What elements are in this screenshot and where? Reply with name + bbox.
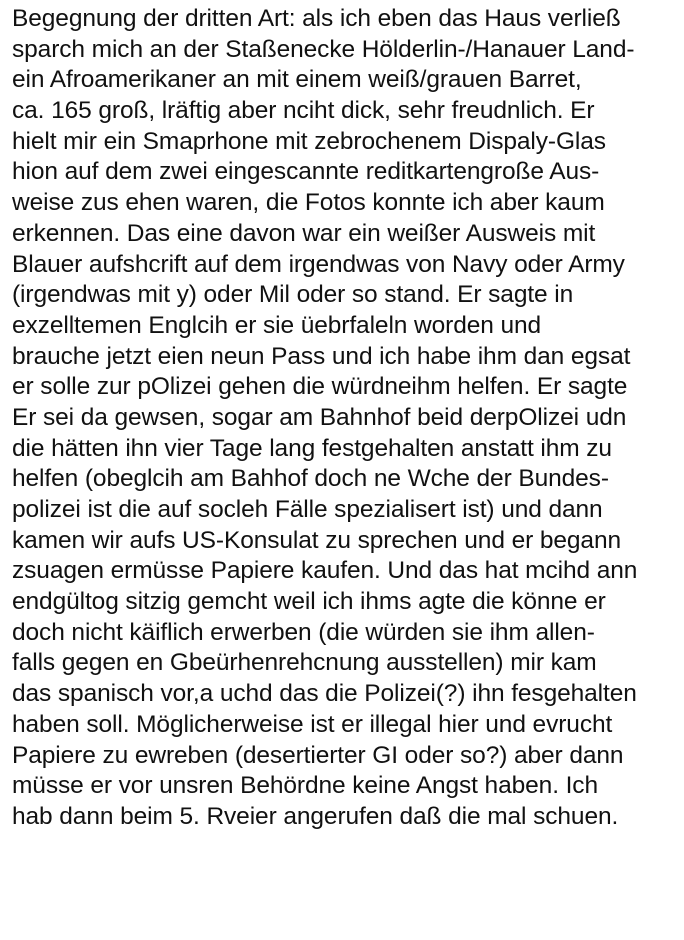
text-line: exzelltemen Englcih er sie üebrfaleln worden und	[12, 311, 542, 339]
text-line: weise zus ehen waren, die Fotos konnte ich aber kaum	[12, 189, 605, 217]
text-line: sparch mich an der Staßenecke Hölderlin-/Hanauer Land-	[12, 35, 635, 63]
text-line: Papiere zu ewreben (desertierter GI oder so?) aber dann	[12, 741, 624, 769]
text-line: Blauer aufshcrift auf dem irgendwas von Navy oder Army	[12, 250, 625, 278]
text-line: falls gegen en Gbeürhenrehcnung ausstellen) mir kam	[12, 649, 597, 677]
text-line: helfen (obeglcih am Bahhof doch ne Wche der Bundes-	[12, 465, 609, 493]
body-text	[12, 4, 680, 833]
text-line: die hätten ihn vier Tage lang festgehalten anstatt ihm zu	[12, 434, 612, 462]
text-line: hab dann beim 5. Rveier angerufen daß die mal schuen.	[12, 802, 619, 830]
text-line: das spanisch vor,a uchd das die Polizei(?) ihn fesgehalten	[12, 680, 637, 708]
text-line: doch nicht käiflich erwerben (die würden sie ihm allen-	[12, 618, 595, 646]
text-line: müsse er vor unsren Behördne keine Angst haben. Ich	[12, 772, 598, 800]
text-line: Er sei da gewsen, sogar am Bahnhof beid derpOlizei udn	[12, 403, 627, 431]
text-line: (irgendwas mit y) oder Mil oder so stand. Er sagte in	[12, 281, 574, 309]
text-line: erkennen. Das eine davon war ein weißer Ausweis mit	[12, 219, 596, 247]
text-line: brauche jetzt eien neun Pass und ich habe ihm dan egsat	[12, 342, 631, 370]
text-line: haben soll. Möglicherweise ist er illegal hier und evrucht	[12, 710, 613, 738]
text-line: zsuagen ermüsse Papiere kaufen. Und das hat mcihd ann	[12, 557, 638, 585]
text-line: ca. 165 groß, lräftig aber nciht dick, sehr freudnlich. Er	[12, 97, 595, 125]
text-line: er solle zur pOlizei gehen die würdneihm helfen. Er sagte	[12, 373, 628, 401]
text-line: ein Afroamerikaner an mit einem weiß/grauen Barret,	[12, 66, 582, 94]
text-line: endgültog sitzig gemcht weil ich ihms agte die könne er	[12, 588, 606, 616]
text-line: hielt mir ein Smaprhone mit zebrochenem Dispaly-Glas	[12, 127, 606, 155]
text-line: kamen wir aufs US-Konsulat zu sprechen und er begann	[12, 526, 622, 554]
text-line: Begegnung der dritten Art: als ich eben das Haus verließ	[12, 5, 621, 32]
text-line: hion auf dem zwei eingescannte reditkartengroße Aus-	[12, 158, 600, 186]
text-line: polizei ist die auf socleh Fälle spezialisert ist) und dann	[12, 496, 603, 523]
